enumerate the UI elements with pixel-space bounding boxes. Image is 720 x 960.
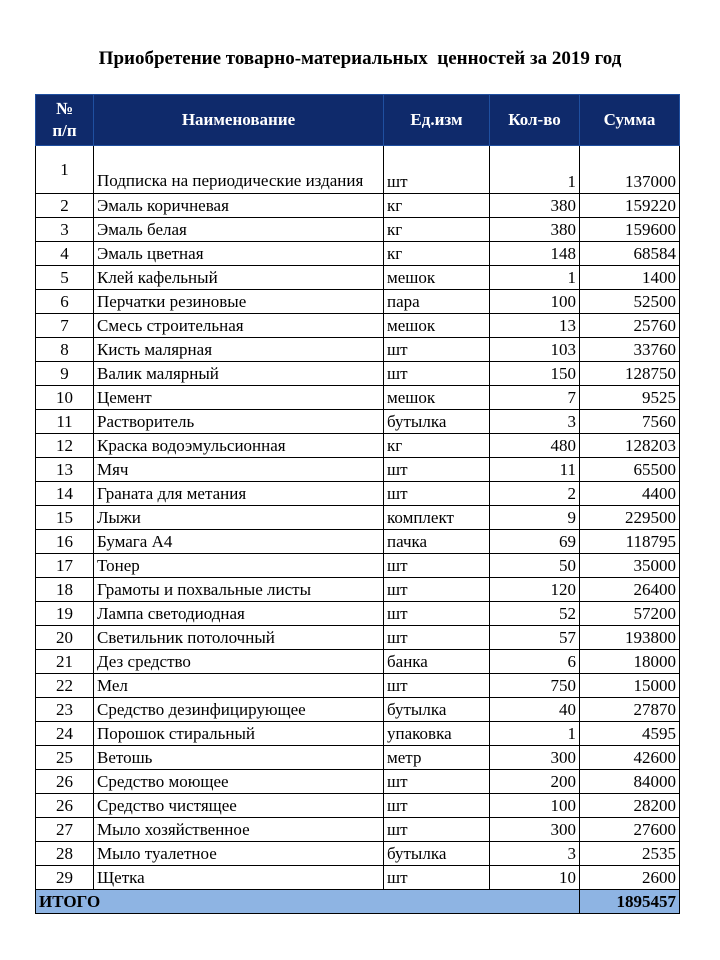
item-name: Бумага А4 <box>94 530 384 554</box>
item-name: Растворитель <box>94 410 384 434</box>
table-row <box>36 242 680 266</box>
item-sum: 159220 <box>580 194 680 218</box>
item-quantity: 69 <box>490 530 580 554</box>
table-row <box>36 458 680 482</box>
row-number: 16 <box>36 530 94 554</box>
item-name: Краска водоэмульсионная <box>94 434 384 458</box>
table-row <box>36 266 680 290</box>
page-title: Приобретение товарно-материальных ценностей за 2019 год <box>98 48 622 69</box>
item-unit: шт <box>384 770 490 794</box>
item-name: Мел <box>94 674 384 698</box>
item-unit: бутылка <box>384 842 490 866</box>
table-row <box>36 410 680 434</box>
item-sum: 52500 <box>580 290 680 314</box>
table-row <box>36 338 680 362</box>
row-number: 13 <box>36 458 94 482</box>
row-number: 12 <box>36 434 94 458</box>
table-row <box>36 578 680 602</box>
table-row <box>36 362 680 386</box>
purchases-table <box>35 94 680 914</box>
item-quantity: 7 <box>490 386 580 410</box>
item-sum: 65500 <box>580 458 680 482</box>
item-quantity: 100 <box>490 794 580 818</box>
item-unit: шт <box>384 626 490 650</box>
item-name: Лыжи <box>94 506 384 530</box>
item-name: Кисть малярная <box>94 338 384 362</box>
table-row <box>36 290 680 314</box>
item-sum: 35000 <box>580 554 680 578</box>
item-name: Перчатки резиновые <box>94 290 384 314</box>
table-row <box>36 194 680 218</box>
item-name: Средство дезинфицирующее <box>94 698 384 722</box>
table-row <box>36 386 680 410</box>
table-row <box>36 866 680 890</box>
item-sum: 26400 <box>580 578 680 602</box>
item-sum: 137000 <box>580 146 680 194</box>
table-row <box>36 314 680 338</box>
item-quantity: 11 <box>490 458 580 482</box>
row-number: 2 <box>36 194 94 218</box>
item-quantity: 3 <box>490 410 580 434</box>
row-number: 22 <box>36 674 94 698</box>
table-row <box>36 482 680 506</box>
item-sum: 159600 <box>580 218 680 242</box>
row-number: 5 <box>36 266 94 290</box>
item-quantity: 150 <box>490 362 580 386</box>
row-number: 28 <box>36 842 94 866</box>
item-sum: 27600 <box>580 818 680 842</box>
row-number: 25 <box>36 746 94 770</box>
row-number: 21 <box>36 650 94 674</box>
item-name: Мяч <box>94 458 384 482</box>
item-sum: 25760 <box>580 314 680 338</box>
item-unit: банка <box>384 650 490 674</box>
header-sum: Сумма <box>580 95 680 146</box>
table-row <box>36 746 680 770</box>
row-number: 15 <box>36 506 94 530</box>
item-sum: 15000 <box>580 674 680 698</box>
item-name: Ветошь <box>94 746 384 770</box>
row-number: 19 <box>36 602 94 626</box>
table-row <box>36 842 680 866</box>
item-name: Дез средство <box>94 650 384 674</box>
row-number: 7 <box>36 314 94 338</box>
item-name: Эмаль белая <box>94 218 384 242</box>
item-sum: 2535 <box>580 842 680 866</box>
item-sum: 57200 <box>580 602 680 626</box>
item-unit: шт <box>384 482 490 506</box>
table-row <box>36 626 680 650</box>
item-unit: бутылка <box>384 410 490 434</box>
row-number: 9 <box>36 362 94 386</box>
item-quantity: 50 <box>490 554 580 578</box>
item-quantity: 1 <box>490 722 580 746</box>
total-label: ИТОГО <box>36 890 580 914</box>
row-number: 27 <box>36 818 94 842</box>
row-number: 20 <box>36 626 94 650</box>
item-name: Подписка на периодические издания <box>94 146 384 194</box>
item-name: Эмаль коричневая <box>94 194 384 218</box>
item-quantity: 380 <box>490 194 580 218</box>
item-unit: комплект <box>384 506 490 530</box>
item-unit: шт <box>384 554 490 578</box>
item-quantity: 3 <box>490 842 580 866</box>
item-quantity: 200 <box>490 770 580 794</box>
row-number: 4 <box>36 242 94 266</box>
item-unit: шт <box>384 674 490 698</box>
item-sum: 128203 <box>580 434 680 458</box>
table-header-row <box>36 95 680 146</box>
item-sum: 118795 <box>580 530 680 554</box>
item-sum: 4400 <box>580 482 680 506</box>
item-sum: 84000 <box>580 770 680 794</box>
item-unit: мешок <box>384 314 490 338</box>
item-name: Клей кафельный <box>94 266 384 290</box>
item-unit: упаковка <box>384 722 490 746</box>
table-body <box>36 146 680 890</box>
row-number: 3 <box>36 218 94 242</box>
item-name: Средство моющее <box>94 770 384 794</box>
item-unit: шт <box>384 602 490 626</box>
item-sum: 18000 <box>580 650 680 674</box>
row-number: 24 <box>36 722 94 746</box>
item-quantity: 1 <box>490 266 580 290</box>
item-name: Мыло туалетное <box>94 842 384 866</box>
row-number: 10 <box>36 386 94 410</box>
item-name: Цемент <box>94 386 384 410</box>
item-unit: пара <box>384 290 490 314</box>
item-name: Грамоты и похвальные листы <box>94 578 384 602</box>
table-row <box>36 722 680 746</box>
total-sum: 1895457 <box>580 890 680 914</box>
item-unit: шт <box>384 458 490 482</box>
item-sum: 193800 <box>580 626 680 650</box>
table-row <box>36 530 680 554</box>
table-row <box>36 434 680 458</box>
item-name: Тонер <box>94 554 384 578</box>
item-unit: метр <box>384 746 490 770</box>
item-quantity: 13 <box>490 314 580 338</box>
row-number: 18 <box>36 578 94 602</box>
item-quantity: 380 <box>490 218 580 242</box>
row-number: 29 <box>36 866 94 890</box>
item-sum: 68584 <box>580 242 680 266</box>
item-sum: 4595 <box>580 722 680 746</box>
table-row <box>36 818 680 842</box>
item-unit: шт <box>384 338 490 362</box>
item-unit: шт <box>384 578 490 602</box>
table-row <box>36 794 680 818</box>
item-quantity: 480 <box>490 434 580 458</box>
table-row <box>36 650 680 674</box>
header-unit: Ед.изм <box>384 95 490 146</box>
row-number: 11 <box>36 410 94 434</box>
item-unit: шт <box>384 818 490 842</box>
item-name: Лампа светодиодная <box>94 602 384 626</box>
row-number: 26 <box>36 794 94 818</box>
item-quantity: 100 <box>490 290 580 314</box>
item-sum: 128750 <box>580 362 680 386</box>
item-name: Средство чистящее <box>94 794 384 818</box>
table-row <box>36 218 680 242</box>
header-num: № п/п <box>36 95 94 146</box>
item-name: Щетка <box>94 866 384 890</box>
header-qty: Кол-во <box>490 95 580 146</box>
item-quantity: 9 <box>490 506 580 530</box>
item-unit: кг <box>384 194 490 218</box>
item-unit: шт <box>384 794 490 818</box>
item-sum: 9525 <box>580 386 680 410</box>
item-name: Порошок стиральный <box>94 722 384 746</box>
item-name: Эмаль цветная <box>94 242 384 266</box>
item-name: Смесь строительная <box>94 314 384 338</box>
item-sum: 7560 <box>580 410 680 434</box>
row-number: 6 <box>36 290 94 314</box>
table-row <box>36 554 680 578</box>
item-quantity: 2 <box>490 482 580 506</box>
item-name: Валик малярный <box>94 362 384 386</box>
item-quantity: 148 <box>490 242 580 266</box>
item-quantity: 300 <box>490 746 580 770</box>
table-row <box>36 602 680 626</box>
row-number: 17 <box>36 554 94 578</box>
table-row <box>36 146 680 194</box>
item-unit: кг <box>384 434 490 458</box>
item-sum: 28200 <box>580 794 680 818</box>
item-sum: 42600 <box>580 746 680 770</box>
item-quantity: 750 <box>490 674 580 698</box>
item-quantity: 120 <box>490 578 580 602</box>
item-name: Светильник потолочный <box>94 626 384 650</box>
item-unit: шт <box>384 362 490 386</box>
row-number: 1 <box>36 146 94 194</box>
row-number: 8 <box>36 338 94 362</box>
item-quantity: 1 <box>490 146 580 194</box>
header-name: Наименование <box>94 95 384 146</box>
item-unit: бутылка <box>384 698 490 722</box>
item-quantity: 40 <box>490 698 580 722</box>
table-row <box>36 698 680 722</box>
item-sum: 27870 <box>580 698 680 722</box>
item-quantity: 57 <box>490 626 580 650</box>
item-quantity: 10 <box>490 866 580 890</box>
item-unit: шт <box>384 866 490 890</box>
item-unit: шт <box>384 146 490 194</box>
item-sum: 1400 <box>580 266 680 290</box>
item-quantity: 52 <box>490 602 580 626</box>
row-number: 23 <box>36 698 94 722</box>
item-quantity: 103 <box>490 338 580 362</box>
table-row <box>36 770 680 794</box>
item-quantity: 6 <box>490 650 580 674</box>
item-unit: пачка <box>384 530 490 554</box>
item-quantity: 300 <box>490 818 580 842</box>
item-unit: мешок <box>384 266 490 290</box>
table-row <box>36 674 680 698</box>
row-number: 14 <box>36 482 94 506</box>
item-name: Граната для метания <box>94 482 384 506</box>
item-sum: 229500 <box>580 506 680 530</box>
item-sum: 2600 <box>580 866 680 890</box>
total-row <box>36 890 680 914</box>
item-sum: 33760 <box>580 338 680 362</box>
item-name: Мыло хозяйственное <box>94 818 384 842</box>
row-number: 26 <box>36 770 94 794</box>
item-unit: кг <box>384 242 490 266</box>
item-unit: кг <box>384 218 490 242</box>
table-row <box>36 506 680 530</box>
item-unit: мешок <box>384 386 490 410</box>
